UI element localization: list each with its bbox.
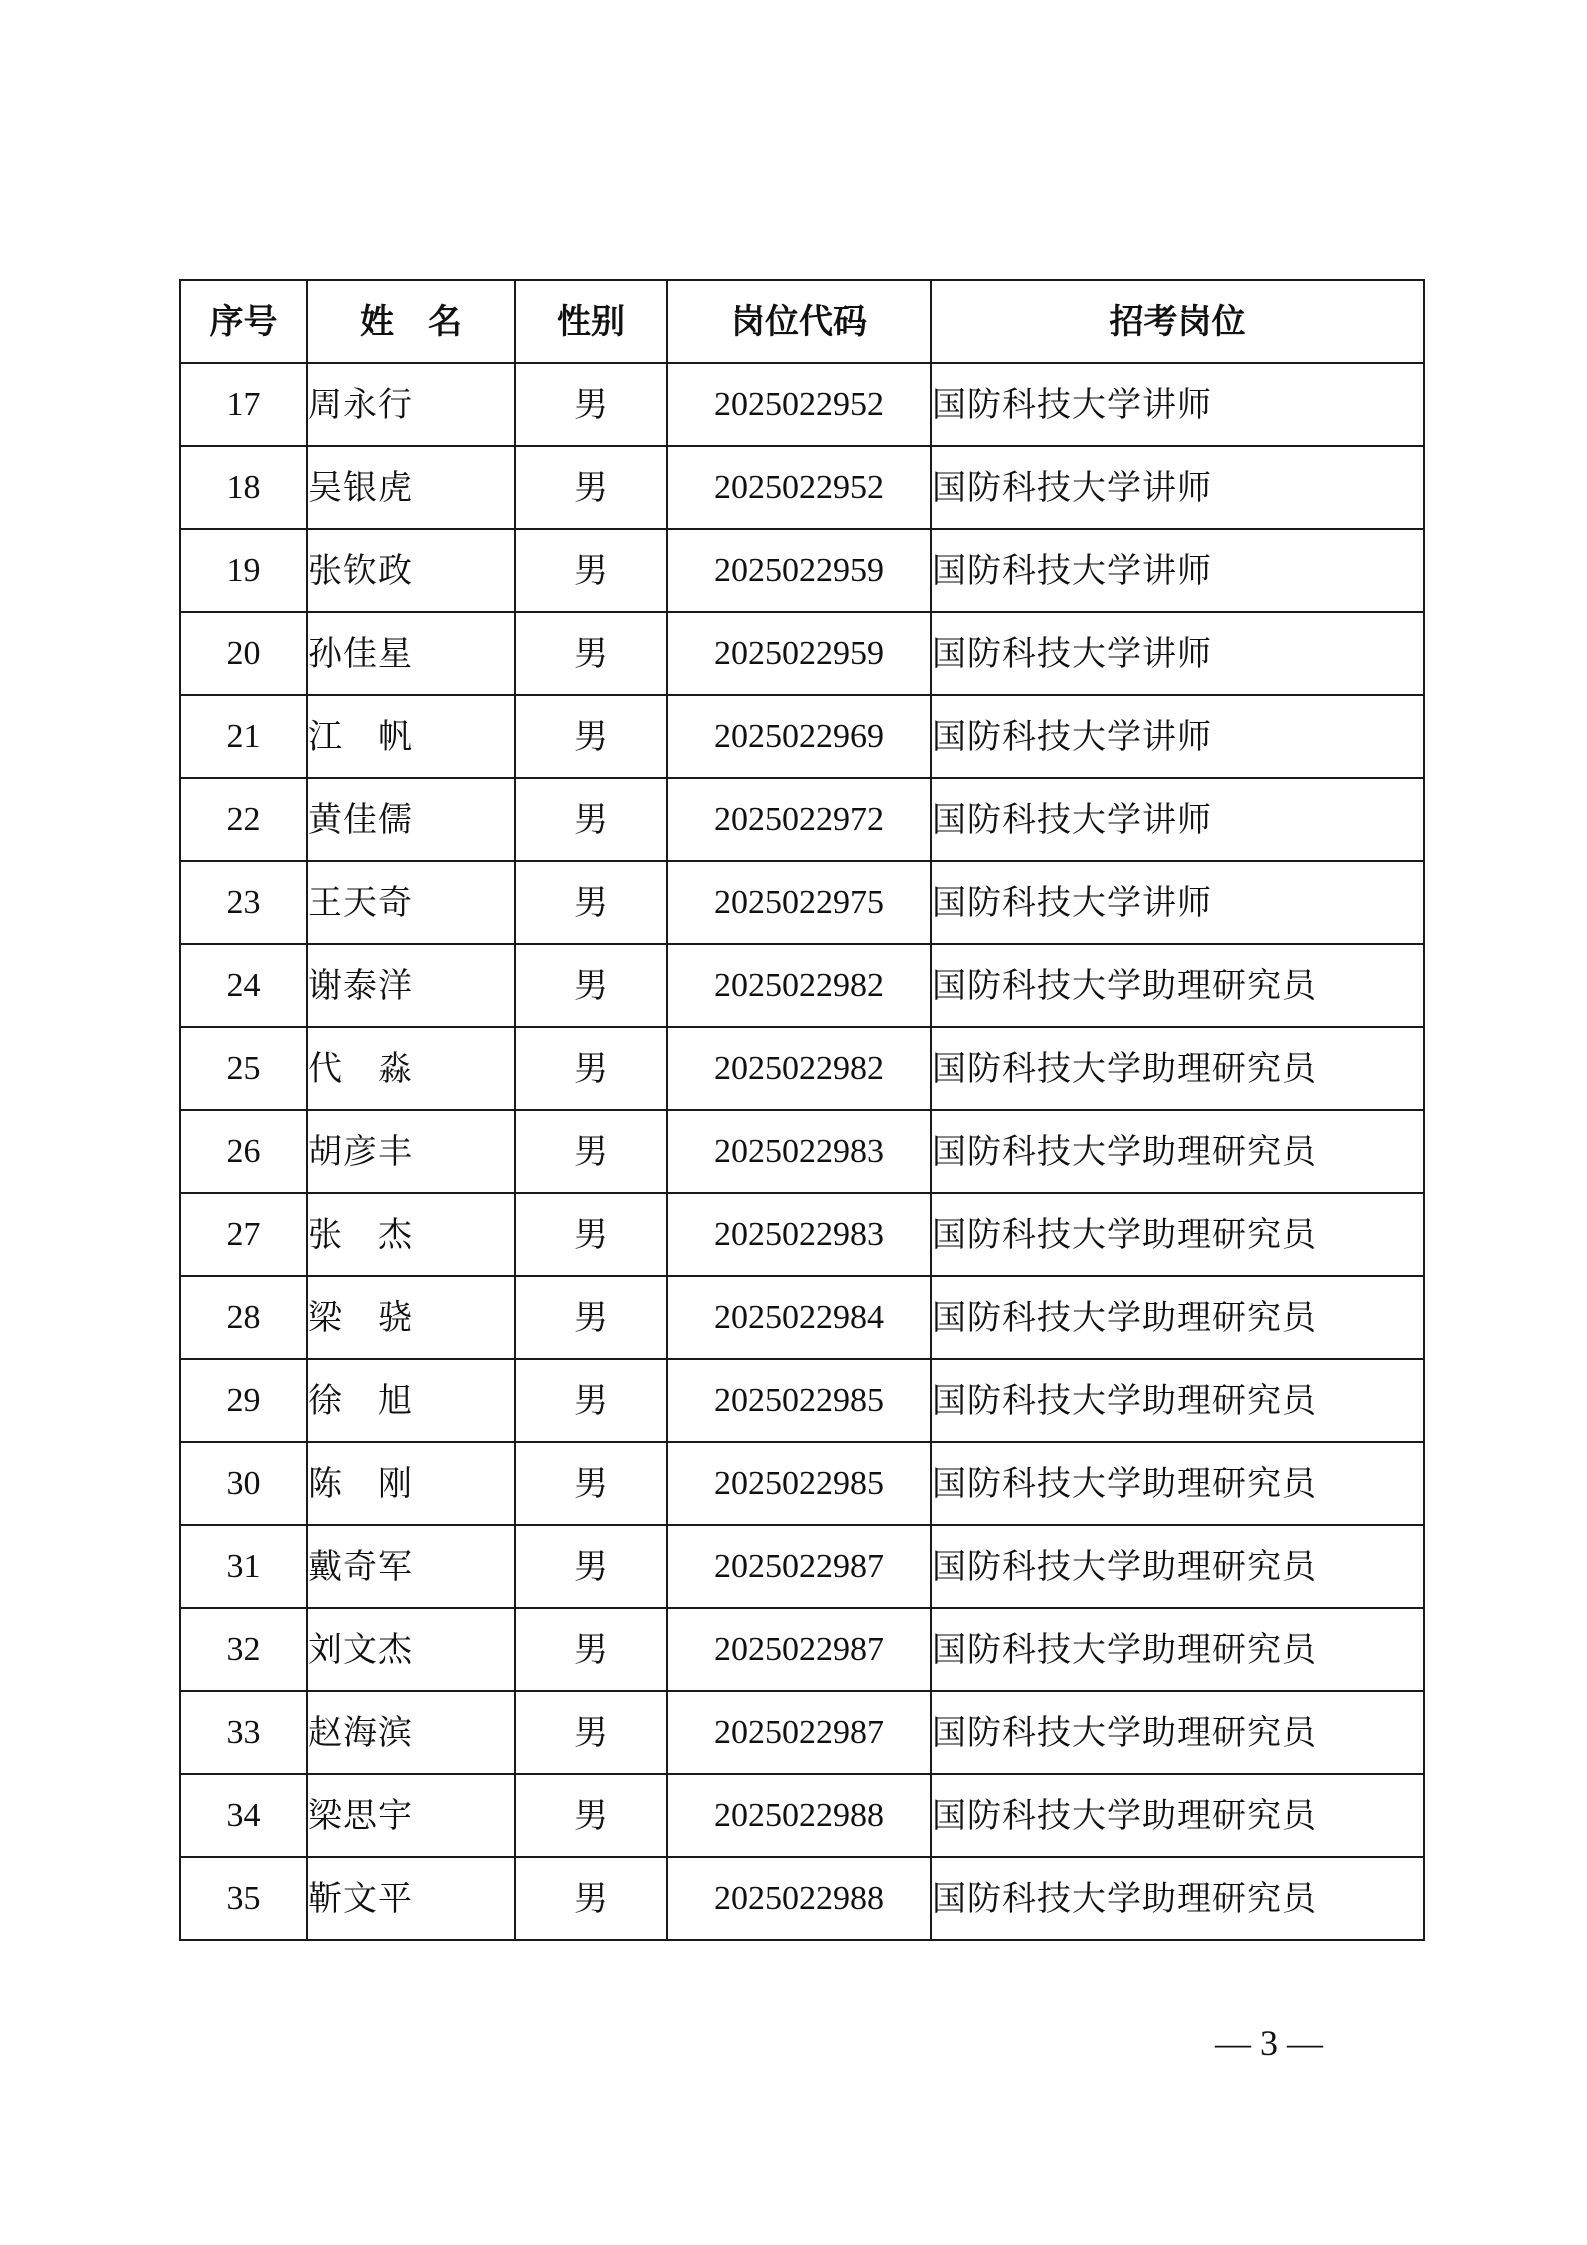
cell-no: 22 — [180, 778, 307, 861]
cell-no: 23 — [180, 861, 307, 944]
table-row — [180, 363, 1424, 446]
table-row — [180, 695, 1424, 778]
table-row — [180, 1442, 1424, 1525]
cell-name: 戴奇军 — [307, 1525, 515, 1608]
cell-no: 27 — [180, 1193, 307, 1276]
cell-name: 代 淼 — [307, 1027, 515, 1110]
table-row — [180, 1857, 1424, 1940]
table-row — [180, 1193, 1424, 1276]
cell-no: 28 — [180, 1276, 307, 1359]
cell-no: 35 — [180, 1857, 307, 1940]
cell-sex: 男 — [515, 612, 667, 695]
header-name: 姓 名 — [307, 280, 515, 363]
cell-name: 靳文平 — [307, 1857, 515, 1940]
cell-post: 国防科技大学讲师 — [931, 861, 1424, 944]
header-sex: 性别 — [515, 280, 667, 363]
cell-name: 陈 刚 — [307, 1442, 515, 1525]
table-row — [180, 1359, 1424, 1442]
cell-code: 2025022984 — [667, 1276, 931, 1359]
cell-sex: 男 — [515, 695, 667, 778]
cell-code: 2025022988 — [667, 1774, 931, 1857]
cell-sex: 男 — [515, 1276, 667, 1359]
cell-post: 国防科技大学讲师 — [931, 612, 1424, 695]
cell-sex: 男 — [515, 1691, 667, 1774]
cell-post: 国防科技大学助理研究员 — [931, 1110, 1424, 1193]
table-row — [180, 944, 1424, 1027]
cell-post: 国防科技大学讲师 — [931, 363, 1424, 446]
cell-post: 国防科技大学助理研究员 — [931, 1193, 1424, 1276]
table-row — [180, 1110, 1424, 1193]
cell-post: 国防科技大学助理研究员 — [931, 944, 1424, 1027]
table-row — [180, 1608, 1424, 1691]
cell-sex: 男 — [515, 1857, 667, 1940]
cell-no: 25 — [180, 1027, 307, 1110]
cell-post: 国防科技大学助理研究员 — [931, 1276, 1424, 1359]
cell-code: 2025022985 — [667, 1442, 931, 1525]
cell-no: 34 — [180, 1774, 307, 1857]
cell-sex: 男 — [515, 446, 667, 529]
cell-sex: 男 — [515, 529, 667, 612]
cell-code: 2025022988 — [667, 1857, 931, 1940]
cell-code: 2025022959 — [667, 529, 931, 612]
table-row — [180, 1691, 1424, 1774]
cell-no: 21 — [180, 695, 307, 778]
cell-no: 19 — [180, 529, 307, 612]
cell-code: 2025022975 — [667, 861, 931, 944]
header-code: 岗位代码 — [667, 280, 931, 363]
cell-code: 2025022982 — [667, 944, 931, 1027]
cell-post: 国防科技大学助理研究员 — [931, 1359, 1424, 1442]
cell-code: 2025022959 — [667, 612, 931, 695]
cell-name: 徐 旭 — [307, 1359, 515, 1442]
cell-name: 刘文杰 — [307, 1608, 515, 1691]
table-row — [180, 778, 1424, 861]
cell-name: 梁 骁 — [307, 1276, 515, 1359]
table-row — [180, 1027, 1424, 1110]
cell-post: 国防科技大学讲师 — [931, 695, 1424, 778]
cell-code: 2025022985 — [667, 1359, 931, 1442]
cell-sex: 男 — [515, 363, 667, 446]
cell-post: 国防科技大学助理研究员 — [931, 1608, 1424, 1691]
cell-sex: 男 — [515, 1193, 667, 1276]
cell-no: 33 — [180, 1691, 307, 1774]
cell-code: 2025022987 — [667, 1608, 931, 1691]
cell-name: 赵海滨 — [307, 1691, 515, 1774]
cell-code: 2025022987 — [667, 1691, 931, 1774]
cell-name: 王天奇 — [307, 861, 515, 944]
header-row — [180, 280, 1424, 363]
table-row — [180, 1774, 1424, 1857]
cell-code: 2025022983 — [667, 1110, 931, 1193]
cell-post: 国防科技大学助理研究员 — [931, 1774, 1424, 1857]
cell-post: 国防科技大学助理研究员 — [931, 1027, 1424, 1110]
table-row — [180, 446, 1424, 529]
cell-sex: 男 — [515, 1608, 667, 1691]
cell-no: 32 — [180, 1608, 307, 1691]
cell-no: 26 — [180, 1110, 307, 1193]
cell-code: 2025022952 — [667, 363, 931, 446]
cell-sex: 男 — [515, 1359, 667, 1442]
cell-sex: 男 — [515, 1110, 667, 1193]
cell-name: 江 帆 — [307, 695, 515, 778]
cell-name: 张钦政 — [307, 529, 515, 612]
cell-sex: 男 — [515, 1442, 667, 1525]
cell-name: 梁思宇 — [307, 1774, 515, 1857]
cell-sex: 男 — [515, 778, 667, 861]
cell-post: 国防科技大学讲师 — [931, 778, 1424, 861]
cell-code: 2025022983 — [667, 1193, 931, 1276]
cell-post: 国防科技大学助理研究员 — [931, 1525, 1424, 1608]
cell-no: 24 — [180, 944, 307, 1027]
cell-post: 国防科技大学讲师 — [931, 446, 1424, 529]
cell-no: 18 — [180, 446, 307, 529]
table-row — [180, 1276, 1424, 1359]
cell-name: 谢泰洋 — [307, 944, 515, 1027]
cell-name: 孙佳星 — [307, 612, 515, 695]
table-row — [180, 529, 1424, 612]
cell-code: 2025022969 — [667, 695, 931, 778]
cell-no: 31 — [180, 1525, 307, 1608]
table-header — [180, 280, 1424, 363]
table-body — [180, 363, 1424, 1940]
cell-no: 30 — [180, 1442, 307, 1525]
cell-name: 吴银虎 — [307, 446, 515, 529]
table-row — [180, 861, 1424, 944]
cell-code: 2025022972 — [667, 778, 931, 861]
cell-sex: 男 — [515, 861, 667, 944]
header-post: 招考岗位 — [931, 280, 1424, 363]
cell-code: 2025022982 — [667, 1027, 931, 1110]
cell-code: 2025022987 — [667, 1525, 931, 1608]
cell-no: 17 — [180, 363, 307, 446]
page-number: — 3 — — [1215, 2023, 1323, 2063]
table-row — [180, 1525, 1424, 1608]
cell-post: 国防科技大学助理研究员 — [931, 1857, 1424, 1940]
table-row — [180, 612, 1424, 695]
cell-no: 20 — [180, 612, 307, 695]
cell-sex: 男 — [515, 1525, 667, 1608]
roster-table — [179, 279, 1425, 1941]
cell-sex: 男 — [515, 944, 667, 1027]
cell-sex: 男 — [515, 1774, 667, 1857]
cell-post: 国防科技大学助理研究员 — [931, 1691, 1424, 1774]
cell-code: 2025022952 — [667, 446, 931, 529]
cell-name: 胡彦丰 — [307, 1110, 515, 1193]
cell-no: 29 — [180, 1359, 307, 1442]
header-no: 序号 — [180, 280, 307, 363]
cell-post: 国防科技大学讲师 — [931, 529, 1424, 612]
cell-name: 张 杰 — [307, 1193, 515, 1276]
cell-sex: 男 — [515, 1027, 667, 1110]
cell-name: 黄佳儒 — [307, 778, 515, 861]
cell-name: 周永行 — [307, 363, 515, 446]
cell-post: 国防科技大学助理研究员 — [931, 1442, 1424, 1525]
